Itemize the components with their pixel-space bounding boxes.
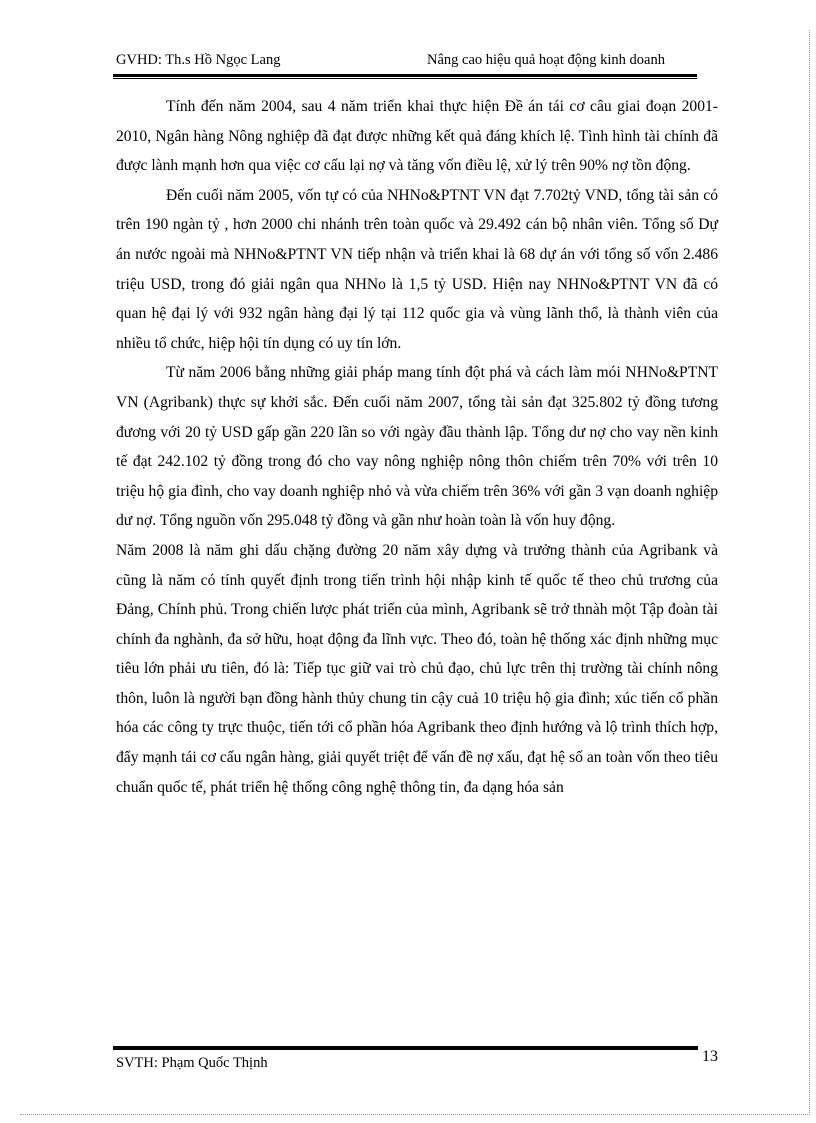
- page-footer: [116, 1048, 718, 1077]
- footer-divider: [113, 1046, 698, 1050]
- body-text: [116, 92, 718, 802]
- paragraph-4: Năm 2008 là năm ghi dấu chặng đường 20 năm xây dựng và trưởng thành của Agribank và cũng là năm có tính quyết định trong tiến trình hội nhập kinh tế quốc tế theo chủ trương của Đảng, Chính phủ. Trong chiến lược phát triển của mình, Agribank sẽ trở thnàh một Tập đoàn tài chính đa nghành, đa sở hữu, hoạt động đa lĩnh vực. Theo đó, toàn hệ thống xác định những mục tiêu lớn phải ưu tiên, đó là: Tiếp tục giữ vai trò chủ đạo, chủ lực trên thị trường tài chính nông thôn, luôn là người bạn đồng hành thủy chung tin cậy cuả 10 triệu hộ gia đình; xúc tiến cổ phần hóa các công ty trực thuộc, tiến tới cổ phần hóa Agribank theo định hướng và lộ trình thích hợp, đẩy mạnh tái cơ cấu ngân hàng, giải quyết triệt để vấn đề nợ xấu, đạt hệ số an toàn vốn theo tiêu chuẩn quốc tế, phát triển hệ thống công nghệ thông tin, đa dạng hóa sản: [116, 541, 718, 796]
- header-advisor: GVHD: Th.s Hồ Ngọc Lang: [116, 52, 281, 68]
- header-title: Nâng cao hiệu quả hoạt động kinh doanh: [427, 52, 665, 68]
- paragraph-2: Đến cuối năm 2005, vốn tự có của NHNo&PTNT VN đạt 7.702tỷ VND, tổng tài sản có trên 190 ngàn tỷ , hơn 2000 chi nhánh trên toàn quốc và 29.492 cán bộ nhân viên. Tổng số Dự án nước ngoài mà NHNo&PTNT VN tiếp nhận và triển khai là 68 dự án với tổng số vốn 2.486 triệu USD, trong đó giải ngân qua NHNo là 1,5 tỷ USD. Hiện nay NHNo&PTNT VN đã có quan hệ đại lý với 932 ngân hàng đại lý tại 112 quốc gia và vùng lãnh thổ, là thành viên của nhiều tổ chức, hiệp hội tín dụng có uy tín lớn.: [116, 186, 718, 352]
- header-divider: [113, 74, 697, 79]
- paragraph-1: Tính đến năm 2004, sau 4 năm triển khai thực hiện Đề án tái cơ câu giai đoạn 2001-2010, Ngân hàng Nông nghiệp đã đạt được những kết quả đáng khích lệ. Tình hình tài chính đã được lành mạnh hơn qua việc cơ cấu lại nợ và tăng vốn điều lệ, xử lý trên 90% nợ tồn động.: [116, 98, 718, 175]
- page-number: 13: [702, 1048, 718, 1065]
- paragraph-3: Từ năm 2006 bằng những giải pháp mang tính đột phá và cách làm mói NHNo&PTNT VN (Agribank) thực sự khởi sắc. Đến cuối năm 2007, tổng tài sản đạt 325.802 tỷ đồng tương đương với 20 tỷ USD gấp gần 220 lần so với ngày đầu thành lập. Tổng dư nợ cho vay nền kinh tế đạt 242.102 tỷ đồng trong đó cho vay nông nghiệp nông thôn chiếm trên 70% với trên 10 triệu hộ gia đình, cho vay doanh nghiệp nhỏ và vừa chiếm trên 36% với gần 3 vạn doanh nghiệp dư nợ. Tổng nguồn vốn 295.048 tỷ đồng và gần như hoàn toàn là vốn huy động.: [116, 364, 718, 530]
- footer-student: SVTH: Phạm Quốc Thịnh: [116, 1055, 268, 1071]
- page-header: [116, 52, 696, 76]
